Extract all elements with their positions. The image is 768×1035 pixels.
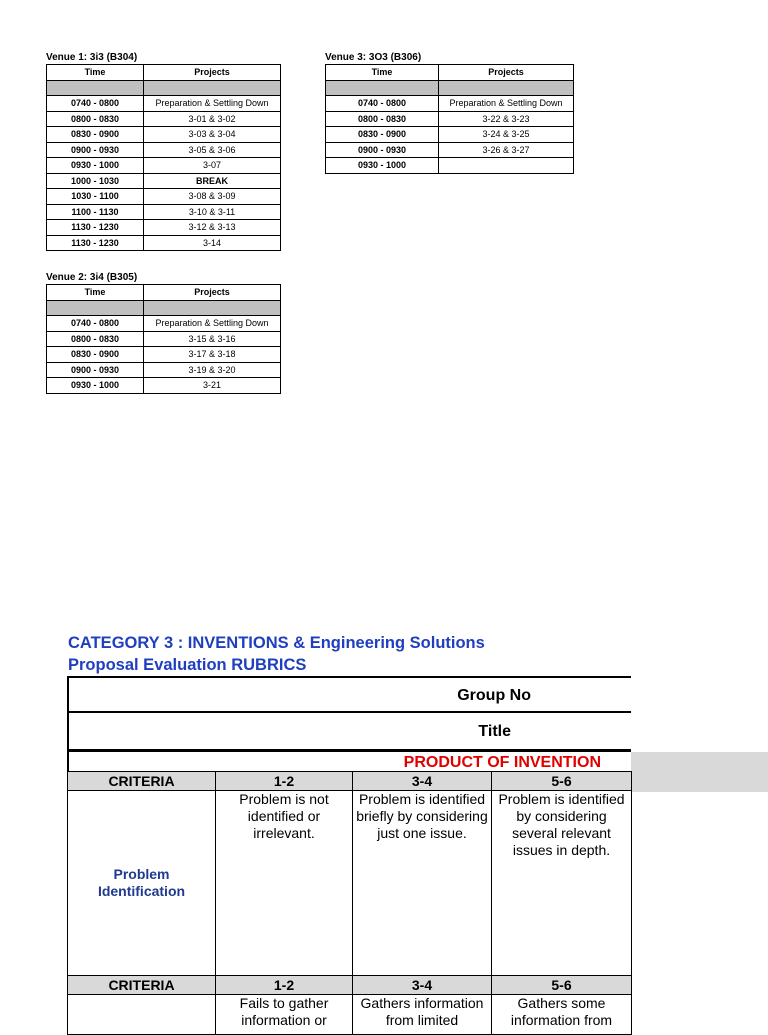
project-cell: 3-24 & 3-25 [439, 127, 574, 143]
time-cell: 0900 - 0930 [47, 362, 144, 378]
time-cell: 0930 - 1000 [47, 158, 144, 174]
project-cell: 3-15 & 3-16 [144, 331, 281, 347]
rubric-category-title: CATEGORY 3 : INVENTIONS & Engineering Solutions [68, 634, 485, 652]
project-cell: Preparation & Settling Down [144, 316, 281, 332]
level-description: Gathers some information from [492, 995, 632, 1035]
blank-cell [439, 80, 574, 96]
blank-cell [47, 300, 144, 316]
blank-cell [144, 300, 281, 316]
level-description: Problem is identified briefly by considering just one issue. [353, 791, 492, 976]
time-cell: 0830 - 0900 [47, 127, 144, 143]
schedule-table [325, 64, 574, 174]
time-header: Time [47, 285, 144, 301]
time-cell: 0800 - 0830 [47, 111, 144, 127]
product-of-invention-label: PRODUCT OF INVENTION [67, 749, 631, 771]
score-header: 3-4 [353, 976, 492, 995]
time-cell: 0800 - 0830 [47, 331, 144, 347]
blank-cell [144, 80, 281, 96]
project-cell: 3-19 & 3-20 [144, 362, 281, 378]
projects-header: Projects [144, 285, 281, 301]
criteria-header-row [68, 772, 632, 791]
group-no-label: Group No [67, 676, 631, 711]
level-description: Gathers information from limited [353, 995, 492, 1035]
venue-title: Venue 3: 3O3 (B306) [325, 52, 422, 63]
project-cell: Preparation & Settling Down [439, 96, 574, 112]
projects-header: Projects [144, 65, 281, 81]
project-cell: 3-03 & 3-04 [144, 127, 281, 143]
project-cell: Preparation & Settling Down [144, 96, 281, 112]
blank-cell [47, 80, 144, 96]
time-cell: 0930 - 1000 [47, 378, 144, 394]
time-cell: 0740 - 0800 [47, 96, 144, 112]
level-description: Problem is identified by considering several relevant issues in depth. [492, 791, 632, 976]
project-cell: 3-21 [144, 378, 281, 394]
project-cell: 3-22 & 3-23 [439, 111, 574, 127]
score-header: 1-2 [216, 976, 353, 995]
project-cell [439, 158, 574, 174]
time-cell: 0830 - 0900 [47, 347, 144, 363]
level-description: Problem is not identified or irrelevant. [216, 791, 353, 976]
project-cell: 3-10 & 3-11 [144, 204, 281, 220]
schedule-table [46, 64, 281, 251]
projects-header: Projects [439, 65, 574, 81]
criteria-header-row [68, 976, 632, 995]
criteria-row [68, 791, 632, 976]
score-header: 5-6 [492, 976, 632, 995]
score-header: 3-4 [353, 772, 492, 791]
project-cell: 3-01 & 3-02 [144, 111, 281, 127]
score-header: 5-6 [492, 772, 632, 791]
product-band [631, 752, 768, 792]
time-cell: 0830 - 0900 [326, 127, 439, 143]
time-cell: 1030 - 1100 [47, 189, 144, 205]
time-cell: 1130 - 1230 [47, 235, 144, 251]
blank-cell [326, 80, 439, 96]
rubric-table [67, 771, 632, 1035]
criteria-name: Problem Identification [68, 791, 216, 976]
time-header: Time [47, 65, 144, 81]
time-cell: 1100 - 1130 [47, 204, 144, 220]
criteria-header: CRITERIA [68, 772, 216, 791]
criteria-row [68, 995, 632, 1035]
time-cell: 1130 - 1230 [47, 220, 144, 236]
time-cell: 0930 - 1000 [326, 158, 439, 174]
venue-title: Venue 2: 3i4 (B305) [46, 272, 138, 283]
project-cell: 3-12 & 3-13 [144, 220, 281, 236]
time-cell: 0740 - 0800 [326, 96, 439, 112]
project-cell: 3-07 [144, 158, 281, 174]
time-cell: 0740 - 0800 [47, 316, 144, 332]
venue-3-schedule [325, 52, 574, 174]
venue-2-schedule [46, 272, 281, 394]
project-cell: 3-05 & 3-06 [144, 142, 281, 158]
schedule-table [46, 284, 281, 394]
title-label: Title [67, 711, 631, 749]
score-header: 1-2 [216, 772, 353, 791]
time-cell: 0900 - 0930 [47, 142, 144, 158]
project-cell: 3-17 & 3-18 [144, 347, 281, 363]
break-cell: BREAK [144, 173, 281, 189]
time-header: Time [326, 65, 439, 81]
project-cell: 3-08 & 3-09 [144, 189, 281, 205]
rubric-heading [68, 632, 485, 676]
project-cell: 3-14 [144, 235, 281, 251]
venue-1-schedule [46, 52, 281, 251]
criteria-header: CRITERIA [68, 976, 216, 995]
rubric-subtitle: Proposal Evaluation RUBRICS [68, 656, 307, 674]
criteria-name [68, 995, 216, 1035]
time-cell: 0900 - 0930 [326, 142, 439, 158]
time-cell: 1000 - 1030 [47, 173, 144, 189]
time-cell: 0800 - 0830 [326, 111, 439, 127]
venue-title: Venue 1: 3i3 (B304) [46, 52, 138, 63]
level-description: Fails to gather information or [216, 995, 353, 1035]
rubric-sheet [67, 676, 631, 1035]
project-cell: 3-26 & 3-27 [439, 142, 574, 158]
